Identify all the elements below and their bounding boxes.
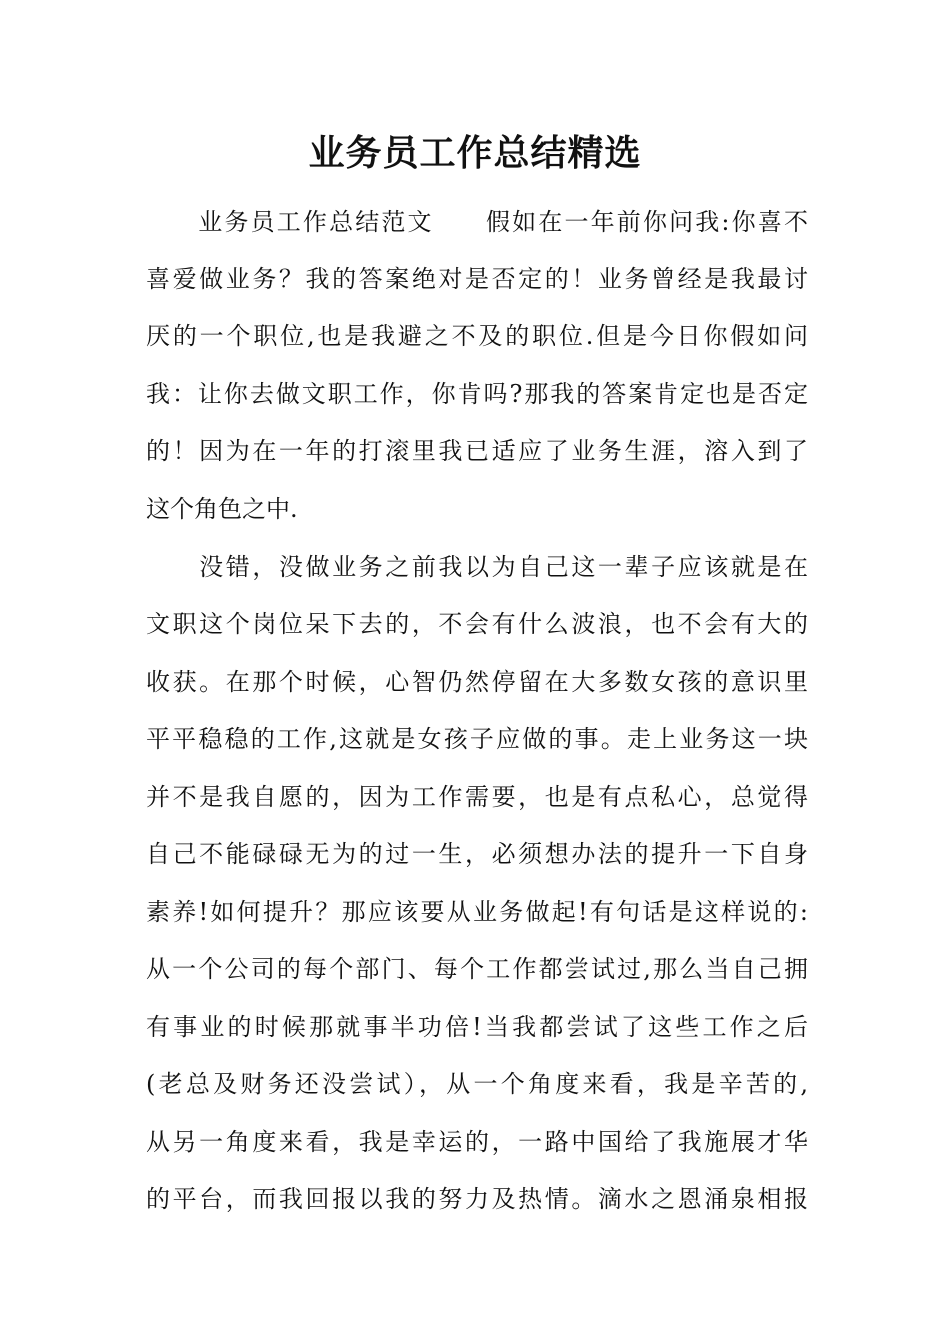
text-line: 没错，没做业务之前我以为自己这一辈子应该就是在 [146,553,808,581]
text-line: 喜爱做业务？我的答案绝对是否定的！业务曾经是我最讨 [146,265,808,293]
text-line: 收获。在那个时候，心智仍然停留在大多数女孩的意识里 [146,668,808,696]
text-line: 文职这个岗位呆下去的，不会有什么波浪，也不会有大的 [146,610,808,638]
text-line: 从一个公司的每个部门、每个工作都尝试过,那么当自己拥 [146,955,808,983]
text-line: 自己不能碌碌无为的过一生，必须想办法的提升一下自身 [146,840,808,868]
text-line: 有事业的时候那就事半功倍!当我都尝试了这些工作之后 [146,1013,808,1041]
text-line: 并不是我自愿的，因为工作需要，也是有点私心，总觉得 [146,783,808,811]
text-line: 素养!如何提升？那应该要从业务做起!有句话是这样说的: [146,898,808,926]
text-line: 的！因为在一年的打滚里我已适应了业务生涯，溶入到了 [146,437,808,465]
text-line: 从另一角度来看，我是幸运的，一路中国给了我施展才华 [146,1128,808,1156]
text-line: 我：让你去做文职工作，你肯吗?那我的答案肯定也是否定 [146,380,808,408]
text-line: 这个角色之中. [146,495,298,523]
text-line: 的平台，而我回报以我的努力及热情。滴水之恩涌泉相报 [146,1185,808,1213]
text-line: (老总及财务还没尝试），从一个角度来看，我是辛苦的, [146,1070,808,1098]
page-title: 业务员工作总结精选 [308,132,642,174]
text-line: 厌的一个职位,也是我避之不及的职位.但是今日你假如问 [146,322,808,350]
text-line: 平平稳稳的工作,这就是女孩子应做的事。走上业务这一块 [146,725,808,753]
text-line: 业务员工作总结范文 假如在一年前你问我:你喜不 [146,208,808,236]
